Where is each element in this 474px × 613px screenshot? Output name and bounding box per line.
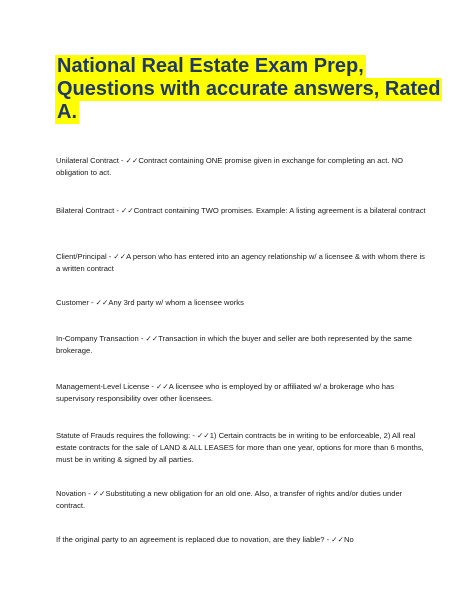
title-line-3: A. bbox=[57, 101, 77, 123]
title-line-1: National Real Estate Exam Prep, bbox=[57, 55, 364, 77]
document-title bbox=[55, 55, 441, 124]
qa-entry-bilateral-contract: Bilateral Contract - ✓✓Contract containing TWO promises. Example: A listing agreement is a bilateral contract bbox=[56, 206, 426, 215]
qa-entry-in-company-transaction: In-Company Transaction - ✓✓Transaction in which the buyer and seller are both represented by the same brokerage. bbox=[56, 334, 413, 355]
qa-entry-client-principal: Client/Principal - ✓✓A person who has entered into an agency relationship w/ a licensee & with whom there is a written contract bbox=[56, 252, 425, 273]
title-line-2: Questions with accurate answers, Rated bbox=[57, 78, 441, 100]
qa-entry-statute-of-frauds: Statute of Frauds requires the following: - ✓✓1) Certain contracts be in writing to be enforceable, 2) All real estate contracts for the sale of LAND & ALL LEASES for more than one year, options for more than 6 months, must be in writing & signed by all parties. bbox=[56, 431, 424, 464]
qa-entry-unilateral-contract: Unilateral Contract - ✓✓Contract containing ONE promise given in exchange for completing an act. NO obligation to act. bbox=[56, 156, 404, 177]
qa-entry-novation-liability: If the original party to an agreement is replaced due to novation, are they liable? - ✓✓No bbox=[56, 535, 354, 544]
qa-entry-customer: Customer - ✓✓Any 3rd party w/ whom a licensee works bbox=[56, 298, 244, 307]
qa-entry-management-level-license: Management-Level License - ✓✓A licensee who is employed by or affiliated w/ a brokerage who has supervisory responsibility over other licensees. bbox=[56, 382, 395, 403]
qa-entry-novation: Novation - ✓✓Substituting a new obligation for an old one. Also, a transfer of rights and/or duties under contract. bbox=[56, 489, 403, 510]
